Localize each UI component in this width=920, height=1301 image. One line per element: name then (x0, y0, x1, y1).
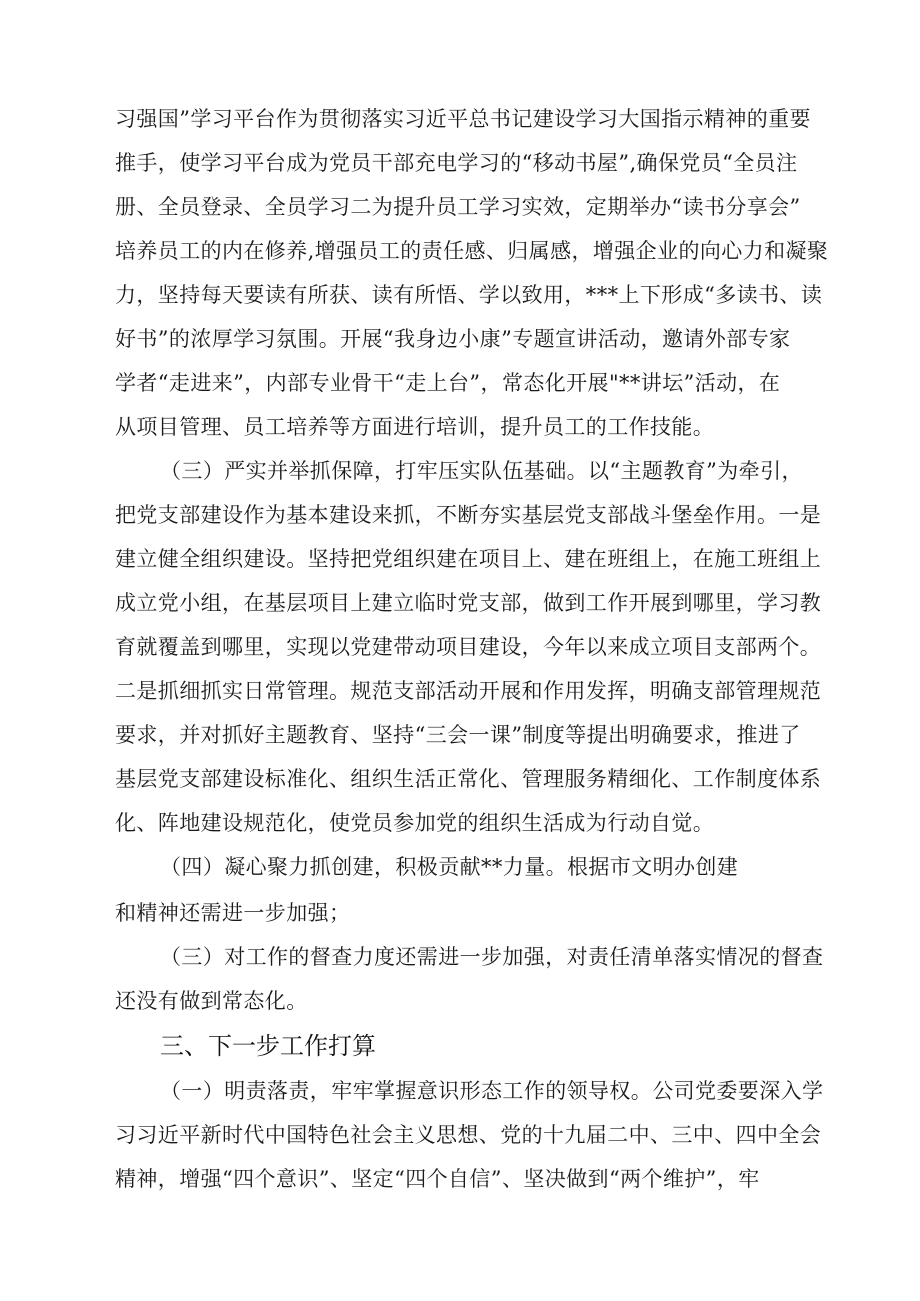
text-line: 习习近平新时代中国特色社会主义思想、党的十九届二中、三中、四中全会 (115, 1123, 822, 1147)
section-heading: 三、下一步工作打算 (160, 1032, 376, 1060)
text-line: 好书”的浓厚学习氛围。开展“我身边小康”专题宣讲活动，邀请外部专家 (115, 327, 791, 351)
text-line: 册、全员登录、全员学习二为提升员工学习实效，定期举办“读书分享会” (115, 195, 801, 219)
text-line: 从项目管理、员工培养等方面进行培训，提升员工的工作技能。 (115, 415, 715, 439)
text-line: 推手，使学习平台成为党员干部充电学习的“移动书屋”,确保党员“全员注 (115, 151, 798, 175)
paragraph-first-line: （四）凝心聚力抓创建，积极贡献**力量。根据市文明办创建 (160, 855, 739, 879)
text-line: 习强国”学习平台作为贯彻落实习近平总书记建设学习大国指示精神的重要 (115, 107, 811, 131)
text-line: 化、阵地建设规范化，使党员参加党的组织生活成为行动自觉。 (115, 811, 715, 835)
text-line: 精神，增强“四个意识”、坚定“四个自信”、坚决做到“两个维护”，牢 (115, 1167, 760, 1191)
text-line: 还没有做到常态化。 (115, 989, 308, 1013)
text-line: 成立党小组，在基层项目上建立临时党支部，做到工作开展到哪里，学习教 (115, 591, 822, 615)
text-line: 力，坚持每天要读有所获、读有所悟、学以致用，***上下形成“多读书、读 (115, 283, 823, 307)
text-line: 要求，并对抓好主题教育、坚持“三会一课”制度等提出明确要求，推进了 (115, 723, 801, 747)
text-line: 培养员工的内在修养,增强员工的责任感、归属感，增强企业的向心力和凝聚 (115, 239, 829, 263)
text-line: 把党支部建设作为基本建设来抓，不断夯实基层党支部战斗堡垒作用。一是 (115, 503, 822, 527)
paragraph-first-line: （一）明责落责，牢牢掌握意识形态工作的领导权。公司党委要深入学 (160, 1079, 824, 1103)
text-line: 基层党支部建设标准化、组织生活正常化、管理服务精细化、工作制度体系 (115, 767, 822, 791)
text-line: 二是抓细抓实日常管理。规范支部活动开展和作用发挥，明确支部管理规范 (115, 679, 822, 703)
text-line: 学者“走进来”，内部专业骨干“走上台”，常态化开展"**讲坛”活动，在 (115, 371, 781, 395)
paragraph-first-line: （三）对工作的督查力度还需进一步加强，对责任清单落实情况的督查 (160, 945, 824, 969)
text-line: 和精神还需进一步加强； (115, 901, 351, 925)
text-line: 育就覆盖到哪里，实现以党建带动项目建设，今年以来成立项目支部两个。 (115, 635, 822, 659)
paragraph-first-line: （三）严实并举抓保障，打牢压实队伍基础。以“主题教育”为牵引， (160, 459, 803, 483)
text-line: 建立健全组织建设。坚持把党组织建在项目上、建在班组上，在施工班组上 (115, 547, 822, 571)
